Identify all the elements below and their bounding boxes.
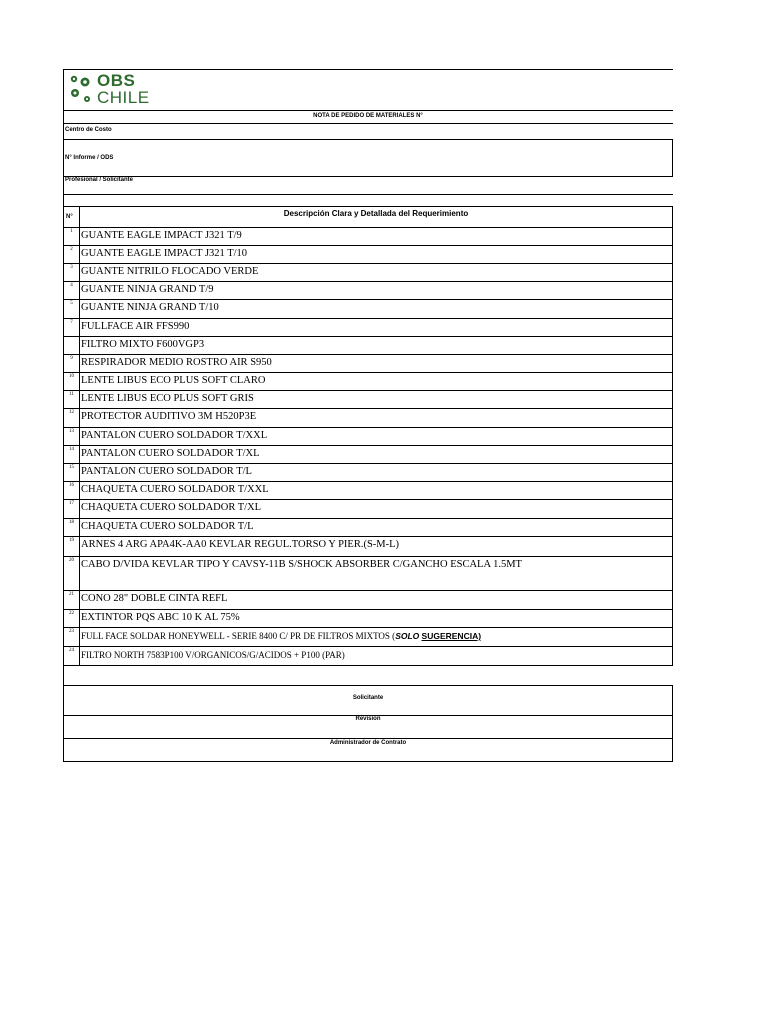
row-number: 7 <box>70 320 73 325</box>
table-row <box>63 537 673 557</box>
table-row <box>63 628 673 647</box>
review-signature-label: Revision <box>355 716 381 722</box>
row-number: 23 <box>69 629 74 634</box>
row-description: EXTINTOR PQS ABC 10 K AL 75% <box>81 612 240 623</box>
professional-label: Profesional / Solicitante <box>65 177 134 183</box>
logo-text-obs: OBS <box>97 71 136 90</box>
row-description: CHAQUETA CUERO SOLDADOR T/L <box>81 521 254 532</box>
row-number: 5 <box>70 301 73 306</box>
row-number: 20 <box>69 558 74 563</box>
row-description: GUANTE NINJA GRAND T/9 <box>81 284 214 295</box>
row-number: 16 <box>69 483 74 488</box>
row-description <box>81 628 481 644</box>
row-description: GUANTE NINJA GRAND T/10 <box>81 302 219 313</box>
row-description: FULLFACE AIR FFS990 <box>81 321 190 332</box>
row-description-main: FULL FACE SOLDAR HONEYWELL - SERIE 8400 C/ PR DE FILTROS MIXTOS ( <box>81 631 396 641</box>
row-description: CHAQUETA CUERO SOLDADOR T/XL <box>81 502 262 513</box>
table-row <box>63 373 673 391</box>
company-logo <box>66 72 166 108</box>
requester-signature-label: Solicitante <box>352 695 384 701</box>
table-row <box>63 228 673 246</box>
table-row <box>63 446 673 464</box>
row-number: 22 <box>69 611 74 616</box>
table-row <box>63 519 673 537</box>
row-description: ARNES 4 ARG APA4K-AA0 KEVLAR REGUL.TORSO Y PIER.(S-M-L) <box>81 539 400 550</box>
admin-signature-label: Administrador de Contrato <box>329 740 407 746</box>
row-description: GUANTE EAGLE IMPACT J321 T/9 <box>81 230 242 241</box>
row-description: FILTRO NORTH 7583P100 V/ORGANICOS/G/ACIDOS + P100 (PAR) <box>81 650 345 660</box>
row-description: LENTE LIBUS ECO PLUS SOFT GRIS <box>81 393 254 404</box>
row-description: CABO D/VIDA KEVLAR TIPO Y CAVSY-11B S/SHOCK ABSORBER C/GANCHO ESCALA 1.5MT <box>81 559 522 570</box>
row-number: 21 <box>69 592 74 597</box>
row-description: PROTECTOR AUDITIVO 3M H520P3E <box>81 411 257 422</box>
row-number: 24 <box>69 648 74 653</box>
table-row <box>63 610 673 628</box>
table-row <box>63 300 673 319</box>
form-title: NOTA DE PEDIDO DE MATERIALES N° <box>313 113 423 119</box>
cost-center-label: Centro de Costo <box>65 127 112 133</box>
table-row <box>63 282 673 300</box>
logo-text-chile: CHILE <box>97 88 150 107</box>
row-number: 14 <box>69 447 74 452</box>
row-number: 18 <box>69 520 74 525</box>
row-number: 15 <box>69 465 74 470</box>
table-row <box>63 482 673 500</box>
row-description: RESPIRADOR MEDIO ROSTRO AIR S950 <box>81 357 272 368</box>
table-row <box>63 647 673 666</box>
table-row <box>63 337 673 355</box>
table-row <box>63 319 673 337</box>
row-number: 4 <box>70 283 73 288</box>
table-row <box>63 428 673 446</box>
table-row <box>63 557 673 591</box>
row-description: FILTRO MIXTO F600VGP3 <box>81 339 205 350</box>
table-row <box>63 391 673 409</box>
row-number: 10 <box>69 374 74 379</box>
row-number: 12 <box>69 410 74 415</box>
report-label: N° Informe / ODS <box>65 155 114 161</box>
row-number: 3 <box>70 265 73 270</box>
table-header <box>63 206 673 228</box>
row-number: 13 <box>69 429 74 434</box>
row-number: 9 <box>70 356 73 361</box>
row-description-tail: SUGERENCIA) <box>421 631 482 641</box>
table-row <box>63 591 673 610</box>
row-number <box>64 337 79 338</box>
table-row <box>63 500 673 519</box>
row-description: LENTE LIBUS ECO PLUS SOFT CLARO <box>81 375 266 386</box>
row-description: PANTALON CUERO SOLDADOR T/XL <box>81 448 260 459</box>
row-description: CHAQUETA CUERO SOLDADOR T/XXL <box>81 484 269 495</box>
table-row <box>63 264 673 282</box>
row-number: 19 <box>69 538 74 543</box>
row-number: 1 <box>70 229 73 234</box>
row-number: 2 <box>70 247 73 252</box>
col-num-header: N° <box>66 214 73 220</box>
row-description: GUANTE NITRILO FLOCADO VERDE <box>81 266 259 277</box>
row-number: 17 <box>69 501 74 506</box>
row-description: PANTALON CUERO SOLDADOR T/XXL <box>81 430 268 441</box>
col-desc-header: Descripción Clara y Detallada del Requerimiento <box>283 209 469 218</box>
row-description: CONO 28" DOBLE CINTA REFL <box>81 593 228 604</box>
table-row <box>63 355 673 373</box>
table-row <box>63 464 673 482</box>
row-number: 11 <box>69 392 74 397</box>
row-description: GUANTE EAGLE IMPACT J321 T/10 <box>81 248 248 259</box>
table-row <box>63 246 673 264</box>
row-description-italic: SOLO <box>395 631 420 641</box>
table-row <box>63 409 673 428</box>
row-description: PANTALON CUERO SOLDADOR T/L <box>81 466 252 477</box>
